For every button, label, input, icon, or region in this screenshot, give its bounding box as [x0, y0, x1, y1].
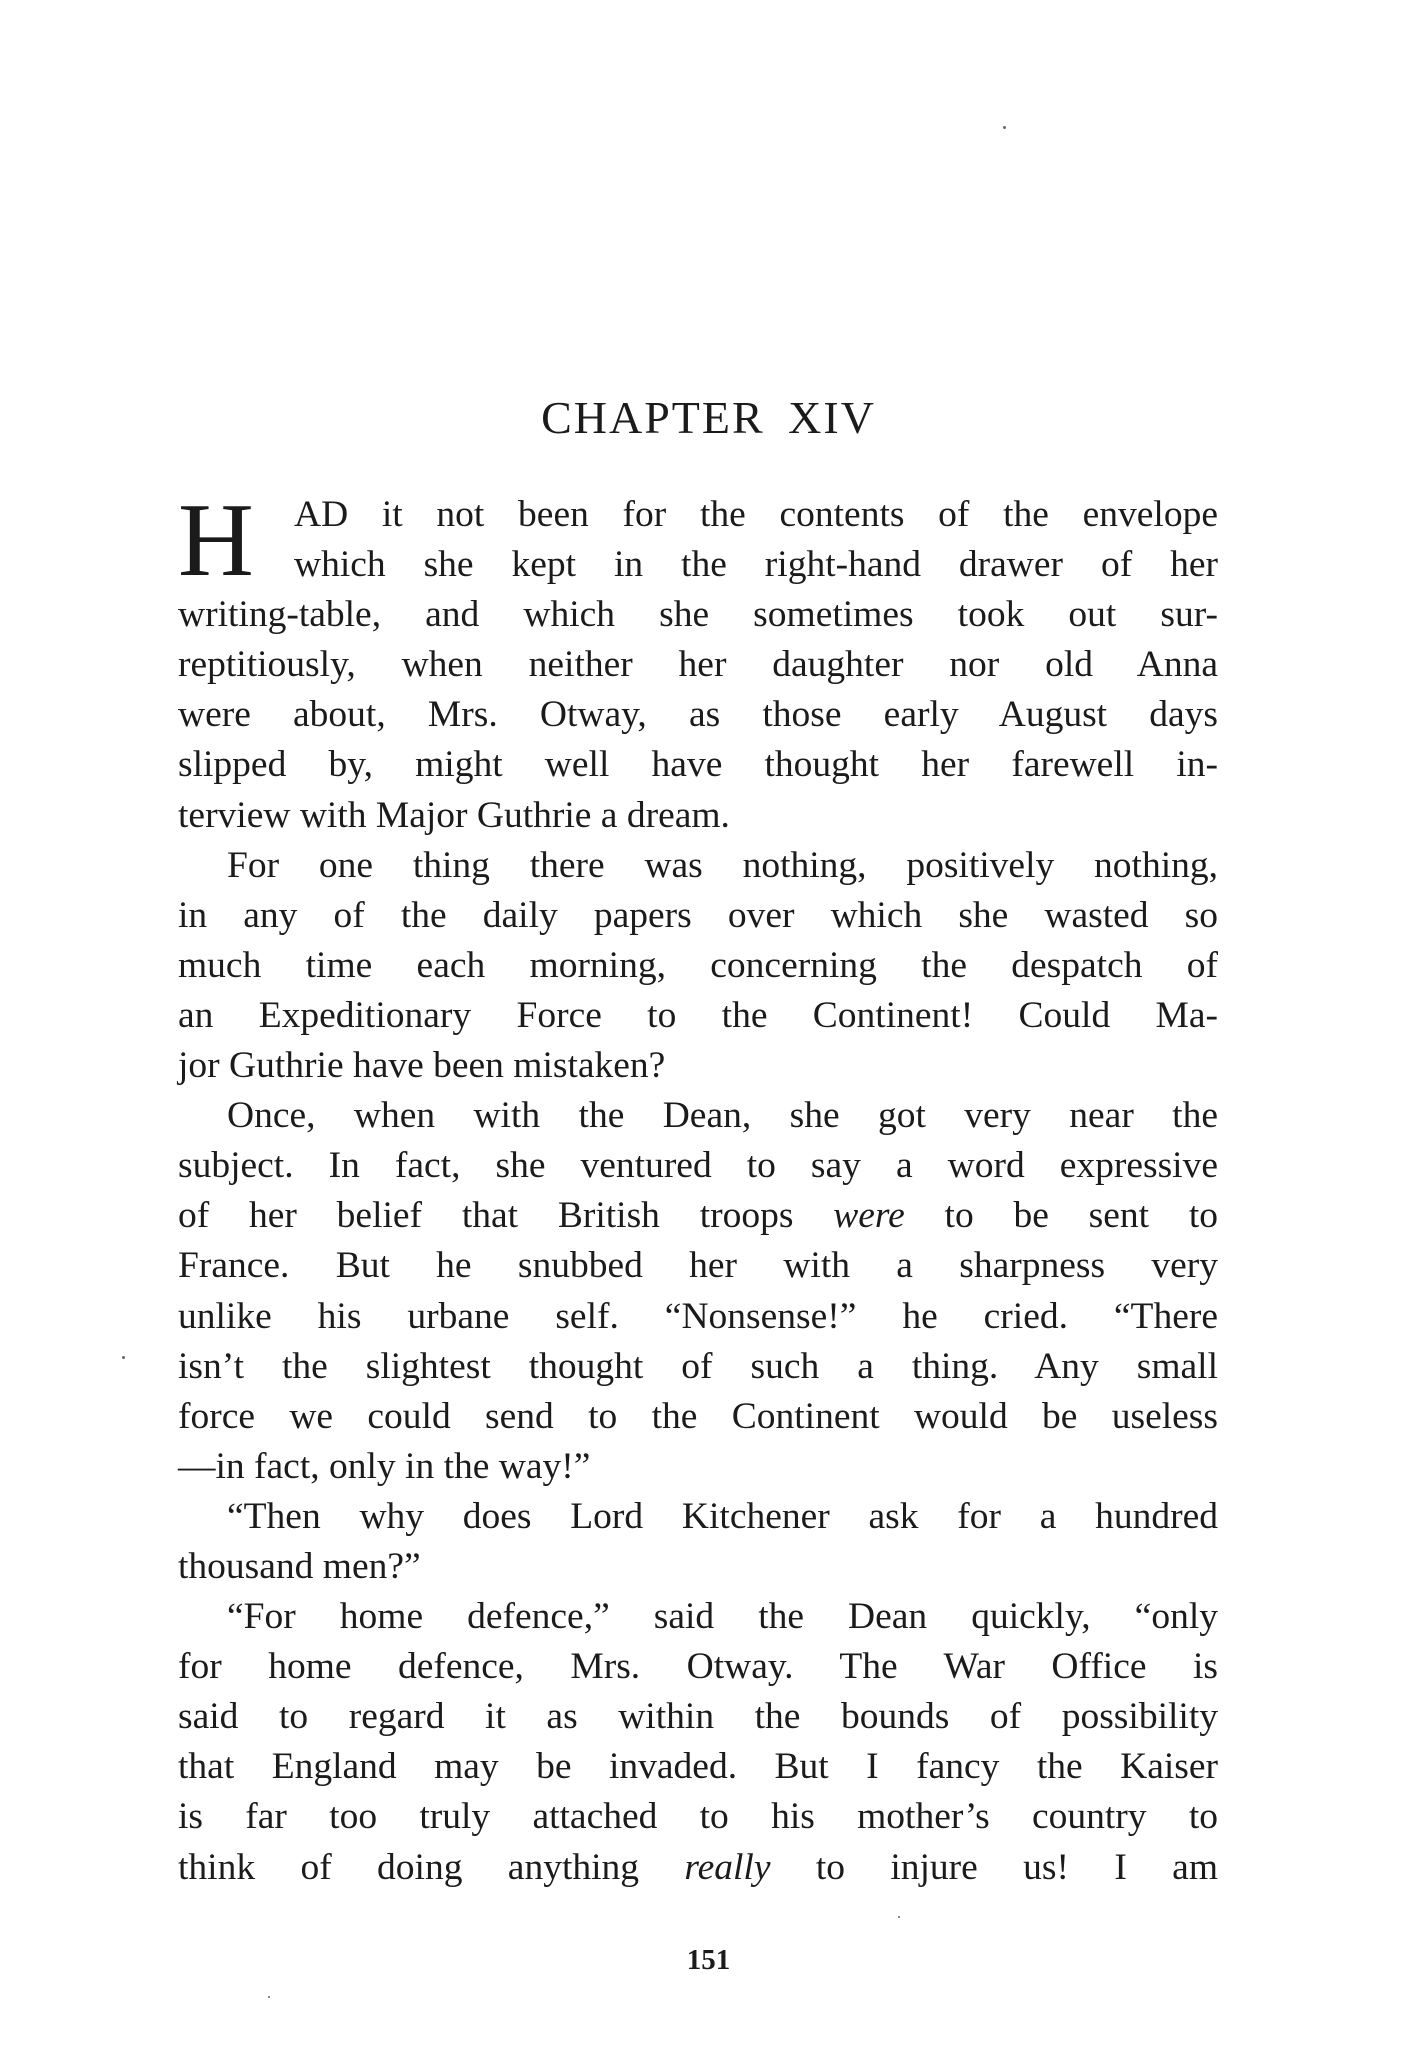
text-line: AD it not been for the contents of the envelope: [294, 494, 1218, 535]
text-line: in any of the daily papers over which she wasted so: [178, 894, 1218, 936]
text-line: which she kept in the right-hand drawer of her: [294, 544, 1218, 586]
text-line: [178, 1191, 1218, 1241]
paragraph-2: [178, 841, 1218, 1091]
scan-speck: [122, 1356, 125, 1359]
text-line: said to regard it as within the bounds of possibility: [178, 1696, 1218, 1738]
text-line: writing-table, and which she sometimes took out sur-: [178, 594, 1218, 636]
text-line: thousand men?”: [178, 1545, 421, 1587]
paragraph-5: [178, 1592, 1218, 1893]
body-text: [178, 481, 1218, 1893]
scan-speck: [898, 1916, 900, 1918]
text-line: —in fact, only in the way!”: [178, 1445, 591, 1487]
text-line: France. But he snubbed her with a sharpness very: [178, 1245, 1218, 1287]
text-line: an Expeditionary Force to the Continent! Could Ma-: [178, 994, 1218, 1036]
text-segment: of her belief that British troops: [178, 1195, 834, 1237]
italic-word: really: [684, 1846, 771, 1888]
text-line: terview with Major Guthrie a dream.: [178, 794, 730, 836]
paragraph-3: [178, 1091, 1218, 1492]
chapter-title: CHAPTER XIV: [541, 392, 876, 443]
text-line: For one thing there was nothing, positively nothing,: [227, 844, 1218, 886]
drop-cap: H: [178, 481, 254, 598]
text-line: much time each morning, concerning the despatch of: [178, 944, 1218, 986]
text-line: isn’t the slightest thought of such a thing. Any small: [178, 1345, 1218, 1387]
scan-speck: [1003, 126, 1006, 129]
text-line: “Then why does Lord Kitchener ask for a hundred: [227, 1495, 1218, 1537]
text-line: for home defence, Mrs. Otway. The War Office is: [178, 1646, 1218, 1688]
text-line: unlike his urbane self. “Nonsense!” he cried. “There: [178, 1295, 1218, 1337]
text-line: force we could send to the Continent would be useless: [178, 1395, 1218, 1437]
text-line: is far too truly attached to his mother’s country to: [178, 1796, 1218, 1838]
text-line: were about, Mrs. Otway, as those early August days: [178, 694, 1218, 736]
italic-word: were: [833, 1195, 905, 1237]
text-line: Once, when with the Dean, she got very near the: [227, 1095, 1218, 1137]
text-line: that England may be invaded. But I fancy the Kaiser: [178, 1746, 1218, 1788]
page-number: 151: [686, 1944, 731, 1976]
text-segment: to be sent to: [904, 1195, 1218, 1237]
text-segment: to injure us! I am: [770, 1846, 1218, 1888]
text-line: reptitiously, when neither her daughter nor old Anna: [178, 644, 1218, 686]
text-segment: think of doing anything: [178, 1846, 685, 1888]
text-line: slipped by, might well have thought her farewell in-: [178, 744, 1218, 786]
text-line: “For home defence,” said the Dean quickly, “only: [227, 1596, 1218, 1638]
scan-speck: [268, 1996, 270, 1998]
paragraph-1: [178, 481, 1218, 841]
text-line: [178, 1843, 1218, 1893]
paragraph-4: [178, 1492, 1218, 1592]
text-line: subject. In fact, she ventured to say a word expressive: [178, 1145, 1218, 1187]
text-line: jor Guthrie have been mistaken?: [178, 1045, 666, 1087]
